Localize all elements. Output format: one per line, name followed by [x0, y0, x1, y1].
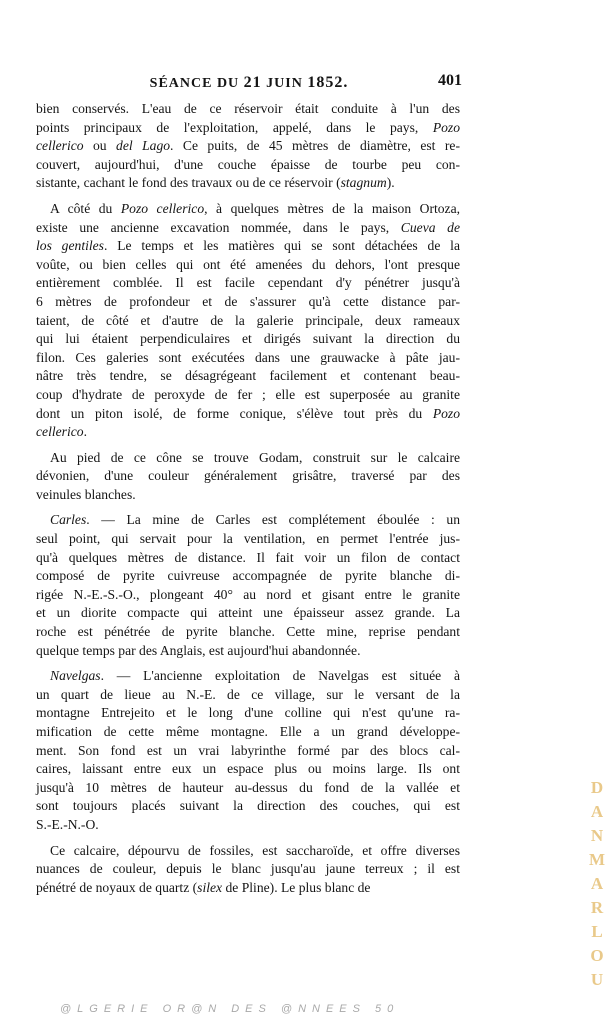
text-line: veinules blanches. [36, 486, 136, 502]
italic-text: silex [197, 879, 223, 895]
text-line: 6 mètres de profondeur et de s'assurer qu'à cette distance par- [36, 293, 460, 309]
text-line: dévonien, d'une couleur généralement grisâtre, traversé par des [36, 468, 460, 484]
side-watermark-letter: R [590, 898, 604, 917]
text-line: montagne Entrejeito et le long d'une colline qui n'est qu'une ra- [36, 705, 460, 721]
text-line: ment. Son fond est un vrai labyrinthe formé par des blocs cal- [36, 742, 460, 758]
running-title [36, 74, 462, 92]
paragraph [36, 511, 460, 660]
side-watermark-letter: D [590, 778, 604, 797]
paragraph [36, 449, 460, 505]
italic-text: Pozo [432, 405, 460, 421]
text-line: composé de pyrite cuivreuse accompagnée de pyrite blanche di- [36, 568, 460, 584]
text-line: sistante, cachant le fond des travaux ou de ce réservoir (stagnum). [36, 175, 395, 191]
paragraph [36, 200, 460, 442]
italic-text: Pozo cellerico [120, 200, 205, 216]
italic-text: cellerico [36, 424, 84, 440]
italic-text: Pozo [432, 119, 460, 135]
text-line: entièrement comblée. Il est facile cependant d'y pénétrer jusqu'à [36, 275, 460, 291]
text-line: filon. Ces galeries sont exécutées dans une grauwacke à pâte jau- [36, 349, 460, 365]
running-title-year: 1852. [307, 74, 349, 91]
text-line: cellerico ou del Lago. Ce puits, de 45 mètres de diamètre, est re- [36, 138, 460, 154]
text-line: coup d'hydrate de peroxyde de fer ; elle est superposée au granite [36, 386, 460, 402]
text-line: pénétré de noyaux de quartz (silex de Pline). Le plus blanc de [36, 879, 371, 895]
side-watermark-letter: O [590, 946, 604, 965]
side-watermark [586, 776, 608, 992]
text-line: et un diorite compacte qui atteint une épaisseur assez grande. La [36, 605, 460, 621]
side-watermark-letter: A [590, 874, 604, 893]
italic-text: cellerico [36, 138, 84, 154]
text-line: cellerico. [36, 424, 87, 440]
paragraph [36, 100, 460, 193]
running-header [36, 74, 462, 96]
text-line: voûte, ou bien celles qui ont été amenées du dehors, l'ont presque [36, 256, 460, 272]
running-title-month: JUIN [266, 76, 303, 91]
text-line: rigée N.-E.-S.-O., plongeant 40° au nord et gisant entre le granite [36, 586, 460, 602]
text-line: Carles. — La mine de Carles est complétement éboulée : un [50, 512, 460, 528]
side-watermark-letter: M [588, 850, 606, 869]
text-line: taient, de côté et d'autre de la galerie principale, deux rameaux [36, 312, 460, 328]
text-line: Au pied de ce cône se trouve Godam, construit sur le calcaire [50, 449, 460, 465]
page-number: 401 [438, 72, 462, 89]
running-title-prefix: SÉANCE DU [149, 76, 240, 91]
text-line: quelque temps par des Anglais, est aujourd'hui abandonnée. [36, 642, 361, 658]
text-line: qui lui étaient perpendiculaires et dirigés suivant la direction du [36, 331, 460, 347]
text-line: points principaux de l'exploitation, appelé, dans le pays, Pozo [36, 119, 460, 135]
text-line: qu'à quelques mètres de distance. Il fait voir un filon de contact [36, 549, 460, 565]
paragraph [36, 842, 460, 898]
italic-text: Navelgas [50, 668, 101, 684]
italic-text: stagnum [340, 175, 387, 191]
text-line: S.-E.-N.-O. [36, 816, 99, 832]
text-line: A côté du Pozo cellerico, à quelques mètres de la maison Ortoza, [50, 200, 461, 216]
italic-text: Carles [50, 512, 87, 528]
bottom-watermark: @LGERIE OR@N DES @NNEES 50 [60, 1003, 400, 1015]
text-line: los gentiles. Le temps et les matières qui se sont détachées de la [36, 238, 460, 254]
italic-text: del Lago [116, 138, 171, 154]
text-line: caires, laissant entre eux un espace plus ou moins large. Ils ont [36, 761, 460, 777]
running-title-day: 21 [243, 74, 262, 91]
text-line: nâtre très tendre, se désagrégeant facilement et contenant beau- [36, 368, 460, 384]
italic-text: los gentiles [36, 238, 104, 254]
text-line: un quart de lieue au N.-E. de ce village, sur le versant de la [36, 686, 460, 702]
side-watermark-letter: A [590, 802, 604, 821]
text-line: couvert, aujourd'hui, d'une couche épaisse de tourbe peu con- [36, 156, 460, 172]
text-line: Navelgas. — L'ancienne exploitation de Navelgas est située à [50, 668, 460, 684]
side-watermark-letter: N [590, 826, 604, 845]
text-line: existe une ancienne excavation nommée, dans le pays, Cueva de [36, 219, 460, 235]
text-line: mification de cette même montagne. Elle a un grand développe- [36, 724, 460, 739]
text-line: dont un piton isolé, de forme conique, s'élève tout près du Pozo [36, 405, 460, 421]
text-line: Ce calcaire, dépourvu de fossiles, est saccharoïde, et offre diverses [50, 842, 460, 858]
text-line: seul point, qui servait pour la ventilation, en permet l'entrée jus- [36, 531, 460, 547]
body-text [36, 100, 460, 897]
side-watermark-letter: L [591, 922, 603, 941]
text-line: jusqu'à 10 mètres de hauteur au-dessus du fond de la vallée et [36, 779, 460, 795]
side-watermark-letter: U [590, 970, 604, 989]
text-line: sont toujours placés suivant la direction des couches, qui est [36, 798, 460, 814]
paragraph [36, 667, 460, 834]
text-line: bien conservés. L'eau de ce réservoir était conduite à l'un des [36, 101, 460, 116]
text-line: nuances de couleur, depuis le blanc jusqu'au jaune terreux ; il est [36, 861, 460, 877]
text-line: roche est pénétrée de pyrite blanche. Cette mine, reprise pendant [36, 624, 460, 640]
italic-text: Cueva de [400, 219, 460, 235]
